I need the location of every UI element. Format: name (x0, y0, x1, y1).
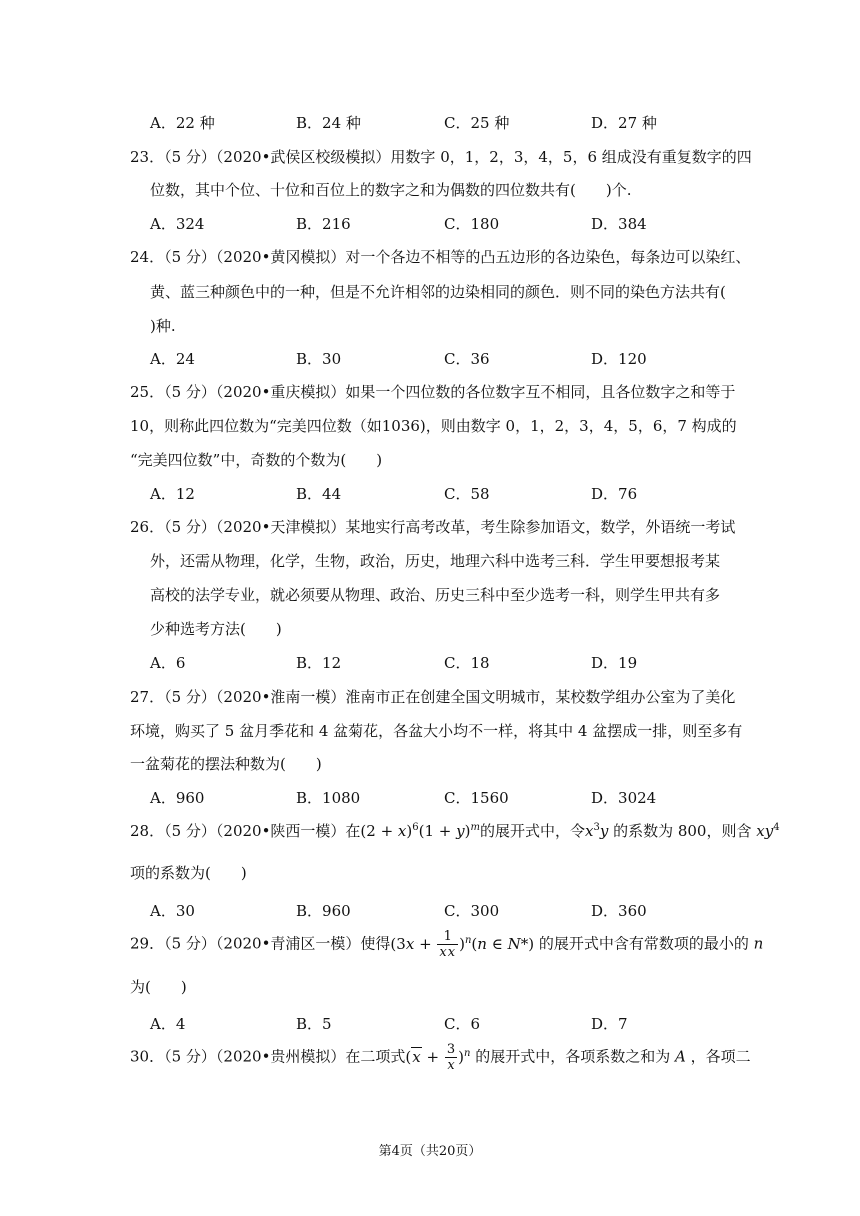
q24-line-1: 24．（5 分）（2020•黄冈模拟）对一个各边不相等的凸五边形的各边染色，每条边可以染红、 (130, 248, 751, 266)
q28-text-2: 的系数为 800，则含 (613, 822, 752, 840)
q28-options (150, 900, 770, 922)
q23-option-c[interactable]: C．180 (444, 215, 500, 233)
q29-option-a[interactable]: A．4 (150, 1015, 186, 1033)
q24-option-d[interactable]: D．120 (591, 350, 647, 368)
q30-text-1: 的展开式中，各项系数之和为 (475, 1047, 671, 1066)
q26-option-b[interactable]: B．12 (296, 654, 342, 672)
q22-options (150, 112, 770, 134)
q28-line-1 (130, 820, 780, 841)
q29-line-1 (130, 930, 763, 959)
q23-option-b[interactable]: B．216 (296, 215, 351, 233)
q23-option-a[interactable]: A．324 (150, 215, 205, 233)
q28-option-c[interactable]: C．300 (444, 902, 500, 920)
q24-line-2: 黄、蓝三种颜色中的一种，但是不允许相邻的边染相同的颜色．则不同的染色方法共有( (150, 283, 726, 301)
q23-line-1: 23．（5 分）（2020•武侯区校级模拟）用数字 0，1，2，3，4，5，6 组成没有重复数字的四 (130, 148, 752, 166)
q25-line-3: “完美四位数”中，奇数的个数为( ) (130, 451, 383, 469)
q29-var-n: n (753, 934, 764, 953)
q29-prefix: 29．（5 分）（2020•青浦区一模）使得 (130, 934, 391, 953)
q24-option-a[interactable]: A．24 (150, 350, 195, 368)
q26-line-4: 少种选考方法( ) (150, 620, 282, 638)
q26-options (150, 652, 770, 674)
q26-option-c[interactable]: C．18 (444, 654, 490, 672)
page-footer: 第4页（共20页） (378, 1144, 482, 1159)
q25-option-a[interactable]: A．12 (150, 485, 195, 503)
q26-option-a[interactable]: A．6 (150, 654, 186, 672)
q25-line-2: 10，则称此四位数为“完美四位数（如1036)，则由数字 0，1，2，3，4，5，6，7 构成的 (130, 417, 737, 435)
q26-line-1: 26．（5 分）（2020•天津模拟）某地实行高考改革，考生除参加语文，数学，外语统一考试 (130, 518, 736, 536)
q25-option-d[interactable]: D．76 (591, 485, 638, 503)
q23-line-2: 位数，其中个位、十位和百位上的数字之和为偶数的四位数共有( )个. (150, 181, 632, 199)
q24-option-b[interactable]: B．30 (296, 350, 342, 368)
q23-options (150, 213, 770, 235)
q28-term-xy4: $xy^4$ (756, 822, 780, 840)
q29-option-d[interactable]: D．7 (591, 1015, 628, 1033)
q23-option-d[interactable]: D．384 (591, 215, 647, 233)
q28-text-1: 的展开式中，令 (479, 822, 585, 840)
q27-line-1: 27．（5 分）（2020•淮南一模）淮南市正在创建全国文明城市，某校数学组办公室为了美化 (130, 688, 736, 706)
q30-prefix: 30．（5 分）（2020•贵州模拟）在二项式 (130, 1047, 406, 1066)
q24-line-3: )种. (150, 317, 176, 335)
q27-option-c[interactable]: C．1560 (444, 789, 509, 807)
q22-option-a[interactable]: A．22 种 (150, 114, 215, 132)
q28-option-d[interactable]: D．360 (591, 902, 647, 920)
q22-option-c[interactable]: C．25 种 (444, 114, 510, 132)
q22-option-b[interactable]: B．24 种 (296, 114, 361, 132)
q28-term-x3y: $x^3y$ (584, 822, 609, 840)
q27-option-a[interactable]: A．960 (150, 789, 205, 807)
q27-option-d[interactable]: D．3024 (591, 789, 657, 807)
q29-options (150, 1013, 770, 1035)
q24-option-c[interactable]: C．36 (444, 350, 490, 368)
q26-line-3: 高校的法学专业，就必须要从物理、政治、历史三科中至少选考一科，则学生甲共有多 (150, 586, 721, 604)
q30-formula: (x + $\frac{3}{x}$ )$^n$ (405, 1042, 471, 1073)
q24-options (150, 348, 770, 370)
q30-var-a: A (675, 1047, 686, 1066)
q25-options (150, 483, 770, 505)
q27-line-2: 环境，购买了 5 盆月季花和 4 盆菊花，各盆大小均不一样，将其中 4 盆摆成一排，则至多有 (130, 722, 743, 740)
q28-formula: $(2 + x)^6(1 + y)^m$ (360, 822, 480, 840)
q29-option-b[interactable]: B．5 (296, 1015, 332, 1033)
q25-option-c[interactable]: C．58 (444, 485, 490, 503)
q27-line-3: 一盆菊花的摆法种数为( ) (130, 755, 322, 773)
q25-line-1: 25．（5 分）（2020•重庆模拟）如果一个四位数的各位数字互不相同，且各位数字之和等于 (130, 383, 736, 401)
q28-option-b[interactable]: B．960 (296, 902, 351, 920)
q26-line-2: 外，还需从物理，化学，生物，政治，历史，地理六科中选考三科．学生甲要想报考某 (150, 552, 721, 570)
q26-option-d[interactable]: D．19 (591, 654, 638, 672)
q29-line-2: 为( ) (130, 978, 187, 996)
q27-option-b[interactable]: B．1080 (296, 789, 361, 807)
q28-line-2: 项的系数为( ) (130, 864, 247, 882)
q25-option-b[interactable]: B．44 (296, 485, 342, 503)
q30-line-1 (130, 1043, 751, 1072)
q27-options (150, 787, 770, 809)
q29-text-1: 的展开式中含有常数项的最小的 (538, 934, 749, 953)
q22-option-d[interactable]: D．27 种 (591, 114, 657, 132)
q29-option-c[interactable]: C．6 (444, 1015, 481, 1033)
q28-option-a[interactable]: A．30 (150, 902, 195, 920)
q29-formula: (3x + $\frac{1}{xx}$ )$^n$(n ∈ N*) (390, 929, 535, 960)
q30-text-2: ，各项二 (690, 1047, 751, 1066)
q28-prefix: 28．（5 分）（2020•陕西一模）在 (130, 822, 361, 840)
